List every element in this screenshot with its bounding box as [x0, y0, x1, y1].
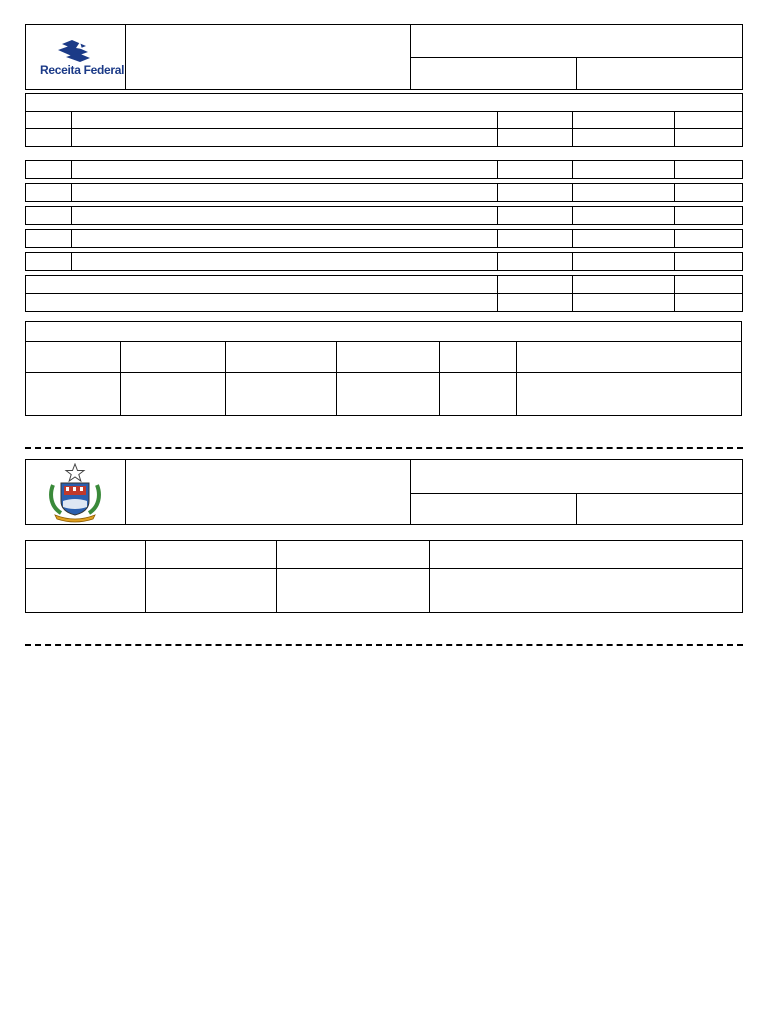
col-divider — [674, 183, 675, 202]
col-divider — [497, 252, 498, 271]
form-row — [25, 183, 743, 202]
row-divider — [25, 568, 743, 569]
col-divider — [497, 275, 498, 312]
col-divider — [71, 111, 72, 147]
paraiba-coat-of-arms-icon — [45, 463, 105, 523]
col-divider — [674, 229, 675, 248]
form-row — [25, 229, 743, 248]
col-divider — [276, 540, 277, 613]
receita-federal-logo — [36, 38, 125, 80]
receita-federal-icon — [36, 38, 118, 64]
col-divider — [439, 341, 440, 416]
col-divider — [674, 160, 675, 179]
col-divider — [71, 229, 72, 248]
form-row — [25, 206, 743, 225]
cut-line — [25, 447, 743, 449]
col-divider — [572, 275, 573, 312]
state-header-divider — [125, 459, 126, 525]
col-divider — [71, 160, 72, 179]
row-divider — [25, 128, 743, 129]
col-divider — [429, 540, 430, 613]
state-table — [25, 540, 743, 613]
col-divider — [120, 341, 121, 416]
col-divider — [71, 252, 72, 271]
state-header — [25, 459, 743, 525]
row-divider — [25, 372, 742, 373]
col-divider — [674, 275, 675, 312]
col-divider — [572, 229, 573, 248]
cut-line — [25, 644, 743, 646]
col-divider — [336, 341, 337, 416]
col-divider — [572, 183, 573, 202]
federal-header-divider — [125, 24, 126, 90]
authentication-block — [25, 321, 742, 416]
col-divider — [674, 111, 675, 147]
row-divider — [25, 341, 742, 342]
form-row — [25, 111, 743, 147]
col-divider — [145, 540, 146, 613]
logo-text: Receita Federal — [40, 63, 125, 77]
col-divider — [497, 160, 498, 179]
federal-header-divider — [576, 57, 577, 90]
col-divider — [71, 206, 72, 225]
col-divider — [572, 252, 573, 271]
col-divider — [497, 111, 498, 147]
col-divider — [572, 206, 573, 225]
col-divider — [497, 183, 498, 202]
col-divider — [497, 206, 498, 225]
col-divider — [497, 229, 498, 248]
col-divider — [572, 160, 573, 179]
col-divider — [572, 111, 573, 147]
form-row — [25, 252, 743, 271]
state-header-divider — [576, 493, 577, 525]
state-header-divider — [410, 459, 411, 525]
form-row — [25, 160, 743, 179]
col-divider — [225, 341, 226, 416]
col-divider — [71, 183, 72, 202]
col-divider — [516, 341, 517, 416]
form-title-bar — [25, 93, 743, 112]
row-divider — [25, 293, 743, 294]
col-divider — [674, 206, 675, 225]
col-divider — [674, 252, 675, 271]
